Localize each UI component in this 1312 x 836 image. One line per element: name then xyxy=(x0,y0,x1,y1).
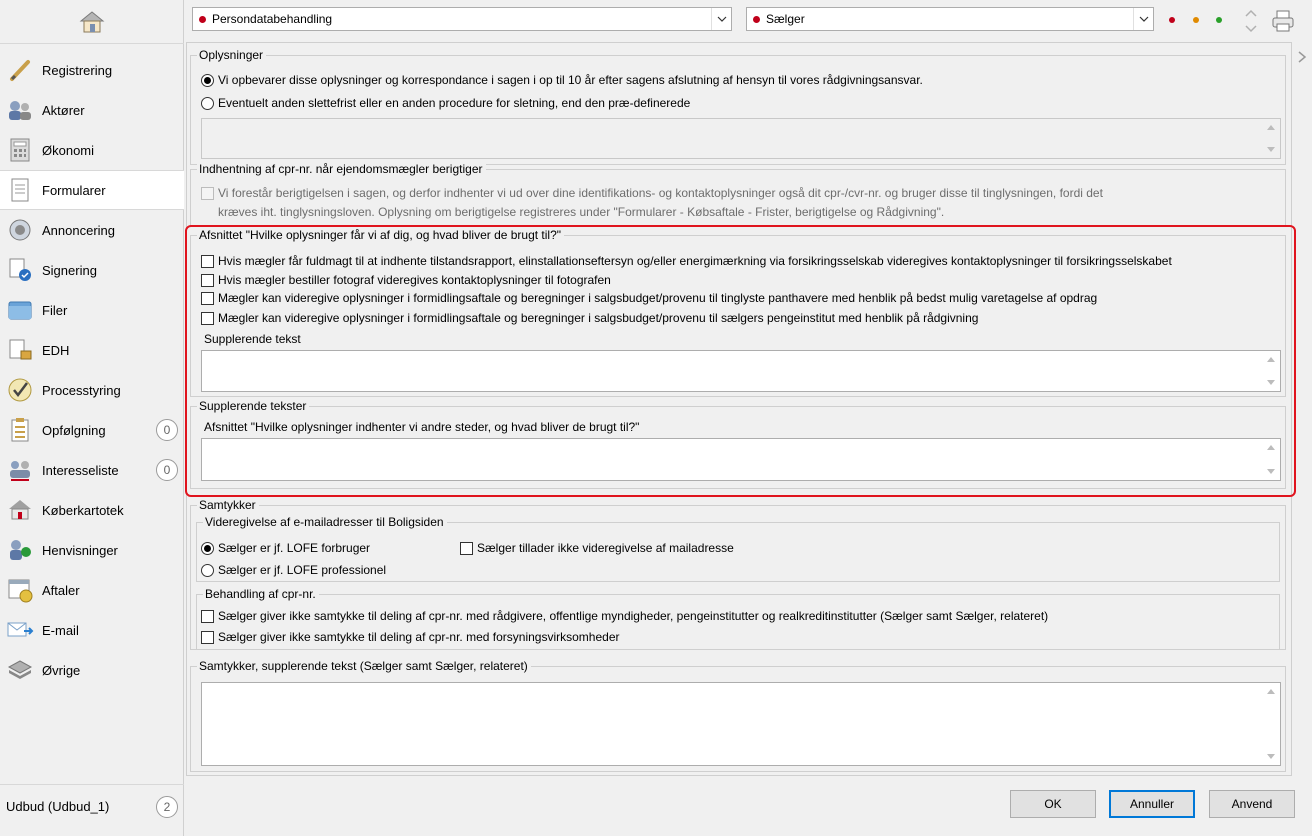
group-title: Indhentning af cpr-nr. når ejendomsmægler berigtiger xyxy=(197,162,486,176)
radio-button[interactable] xyxy=(201,74,214,87)
sidebar-item-label: Henvisninger xyxy=(42,542,118,558)
scrollbar[interactable] xyxy=(1263,439,1280,480)
radio-label: Eventuelt anden slettefrist eller en anden procedure for sletning, end den præ-definerede xyxy=(218,96,691,110)
scrollbar[interactable] xyxy=(1263,119,1280,158)
users-icon xyxy=(6,96,34,124)
panthavere-checkbox-row[interactable] xyxy=(201,291,1097,305)
sidebar-item-label: Registrering xyxy=(42,62,113,78)
forsikring-checkbox-row[interactable] xyxy=(201,254,1172,268)
checkbox[interactable] xyxy=(201,187,214,200)
sidebar-item-label: Processtyring xyxy=(42,382,121,398)
scrollbar[interactable] xyxy=(1263,351,1280,391)
sidebar-item-label: Aftaler xyxy=(42,582,80,598)
sidebar-item-label: Køberkartotek xyxy=(42,502,124,518)
andre-steder-textarea[interactable] xyxy=(201,438,1281,481)
sidebar-item-5[interactable] xyxy=(0,210,184,250)
printer-icon[interactable] xyxy=(1270,8,1296,34)
folder-icon xyxy=(6,296,34,324)
sidebar-item-7[interactable] xyxy=(0,290,184,330)
supplerende-tekst-textarea[interactable] xyxy=(201,350,1281,392)
group-title: Videregivelse af e-mailadresser til Boligsiden xyxy=(203,515,447,529)
checklist-icon xyxy=(6,416,34,444)
andre-steder-label: Afsnittet "Hvilke oplysninger indhenter vi andre steder, og hvad bliver de brugt til?" xyxy=(204,420,640,434)
apply-button[interactable]: Anvend xyxy=(1209,790,1295,818)
checkbox[interactable] xyxy=(460,542,473,555)
checkbox-label: Mægler kan videregive oplysninger i formidlingsaftale og beregninger i salgsbudget/provenu til sælgers pengeinstitut med henblik på rådgivning xyxy=(218,311,979,325)
category-combo[interactable] xyxy=(192,7,732,31)
scrollbar[interactable] xyxy=(1263,683,1280,765)
checkbox-label: Sælger tillader ikke videregivelse af mailadresse xyxy=(477,541,734,555)
retention-custom-textarea[interactable] xyxy=(201,118,1281,159)
sidebar-item-13[interactable] xyxy=(0,530,184,570)
checkmark-icon xyxy=(6,376,34,404)
pencil-icon xyxy=(6,56,34,84)
sidebar-item-label: Formularer xyxy=(42,182,106,198)
sidebar-item-11[interactable] xyxy=(0,450,184,490)
checkbox[interactable] xyxy=(201,255,214,268)
retention-default-radio[interactable] xyxy=(201,73,923,87)
count-badge: 0 xyxy=(156,459,178,481)
status-dot-red xyxy=(1169,17,1175,23)
sidebar-item-9[interactable] xyxy=(0,370,184,410)
referral-icon xyxy=(6,536,34,564)
sidebar-item-label: Opfølgning xyxy=(42,422,106,438)
supplerende-tekst-label: Supplerende tekst xyxy=(204,332,301,346)
lofe-professionel-radio[interactable] xyxy=(201,563,386,577)
lofe-forbruger-radio[interactable] xyxy=(201,541,370,555)
up-down-arrows-icon[interactable] xyxy=(1244,6,1258,36)
group-title: Behandling af cpr-nr. xyxy=(203,587,319,601)
red-status-dot xyxy=(199,16,206,23)
checkbox[interactable] xyxy=(201,292,214,305)
email-icon xyxy=(6,616,34,644)
calculator-icon xyxy=(6,136,34,164)
samtykker-tekst-textarea[interactable] xyxy=(201,682,1281,766)
radio-button[interactable] xyxy=(201,542,214,555)
stamp-icon xyxy=(6,336,34,364)
retention-custom-radio[interactable] xyxy=(201,96,690,110)
group-title: Supplerende tekster xyxy=(197,399,309,413)
sidebar-item-1[interactable] xyxy=(0,50,184,90)
group-title: Samtykker, supplerende tekst (Sælger samt Sælger, relateret) xyxy=(197,659,531,673)
checkbox-label: Vi forestår berigtigelsen i sagen, og derfor indhenter vi ud over dine identifikations- og kontaktoplysninger også dit cpr-/cvr-nr. og bruger disse til tinglysningen, fordi det xyxy=(218,186,1103,200)
sidebar-item-2[interactable] xyxy=(0,90,184,130)
no-mail-sharing-checkbox[interactable] xyxy=(460,541,734,555)
sidebar-item-16[interactable] xyxy=(0,650,184,690)
checkbox-label: Hvis mægler får fuldmagt til at indhente tilstandsrapport, elinstallationseftersyn og/eller energimærkning via forsikringsselskab videregives kontaktoplysninger til forsikringsselskabet xyxy=(218,254,1172,268)
checkbox-label: Sælger giver ikke samtykke til deling af cpr-nr. med rådgivere, offentlige myndigheder, pengeinstitutter og realkreditinstitutter (Sælger samt Sælger, relateret) xyxy=(218,609,1049,623)
group-title: Oplysninger xyxy=(197,48,266,62)
count-badge: 0 xyxy=(156,419,178,441)
checkbox[interactable] xyxy=(201,631,214,644)
sidebar-item-14[interactable] xyxy=(0,570,184,610)
misc-icon xyxy=(6,656,34,684)
sidebar-item-3[interactable] xyxy=(0,130,184,170)
berigtigelse-checkbox[interactable] xyxy=(201,186,1103,200)
sidebar-item-10[interactable] xyxy=(0,410,184,450)
cpr-forsyning-checkbox[interactable] xyxy=(201,630,619,644)
chevron-down-icon[interactable] xyxy=(711,8,731,30)
sidebar-item-label: EDH xyxy=(42,342,70,358)
party-combo[interactable] xyxy=(746,7,1154,31)
sidebar-item-4[interactable] xyxy=(0,170,184,210)
sidebar-item-12[interactable] xyxy=(0,490,184,530)
sidebar-item-label: Aktører xyxy=(42,102,85,118)
status-dot-green xyxy=(1216,17,1222,23)
group-title: Afsnittet "Hvilke oplysninger får vi af dig, og hvad bliver de brugt til?" xyxy=(197,228,564,242)
house-home-icon xyxy=(79,9,105,35)
checkbox-label: Hvis mægler bestiller fotograf videregives kontaktoplysninger til fotografen xyxy=(218,273,611,287)
sidebar-item-label: E-mail xyxy=(42,622,79,638)
sidebar-item-6[interactable] xyxy=(0,250,184,290)
group-title: Samtykker xyxy=(197,498,259,512)
red-status-dot xyxy=(753,16,760,23)
radio-label: Sælger er jf. LOFE professionel xyxy=(218,563,387,577)
cpr-raadgivere-checkbox[interactable] xyxy=(201,609,1048,623)
checkbox[interactable] xyxy=(201,312,214,325)
checkbox[interactable] xyxy=(201,274,214,287)
radio-button[interactable] xyxy=(201,564,214,577)
cancel-button[interactable]: Annuller xyxy=(1109,790,1195,818)
status-dot-orange xyxy=(1193,17,1199,23)
sidebar-item-label: Interesseliste xyxy=(42,462,119,478)
ok-button[interactable]: OK xyxy=(1010,790,1096,818)
pengeinstitut-checkbox-row[interactable] xyxy=(201,311,978,325)
sidebar-item-8[interactable] xyxy=(0,330,184,370)
signature-icon xyxy=(6,256,34,284)
group-icon xyxy=(6,456,34,484)
sidebar-item-label: Øvrige xyxy=(42,662,81,678)
sidebar-item-label: Filer xyxy=(42,302,68,318)
sidebar-item-label: Økonomi xyxy=(42,142,95,158)
sidebar-item-15[interactable] xyxy=(0,610,184,650)
home-button[interactable] xyxy=(0,0,184,44)
sidebar-item-label: Annoncering xyxy=(42,222,115,238)
udbud-count-badge: 2 xyxy=(156,796,178,818)
document-icon xyxy=(6,176,34,204)
berigtigelse-label-line2: kræves iht. tinglysningsloven. Oplysning om berigtigelse registreres under "Formularer - Købsaftale - Frister, berigtigelse og Rådgivning". xyxy=(218,205,945,219)
checkbox-label: Sælger giver ikke samtykke til deling af cpr-nr. med forsyningsvirksomheder xyxy=(218,630,620,644)
checkbox-label: Mægler kan videregive oplysninger i formidlingsaftale og beregninger i salgsbudget/provenu til tinglyste panthavere med henblik på bedst mulig varetagelse af opdrag xyxy=(218,291,1098,305)
globe-icon xyxy=(6,216,34,244)
sidebar-item-label: Signering xyxy=(42,262,97,278)
calendar-icon xyxy=(6,576,34,604)
radio-label: Sælger er jf. LOFE forbruger xyxy=(218,541,371,555)
category-combo-value: Persondatabehandling xyxy=(212,12,333,26)
house-icon xyxy=(6,496,34,524)
party-combo-value: Sælger xyxy=(766,12,805,26)
chevron-right-icon[interactable] xyxy=(1297,50,1309,64)
udbud-selector[interactable] xyxy=(0,784,184,828)
fotograf-checkbox-row[interactable] xyxy=(201,273,611,287)
chevron-down-icon[interactable] xyxy=(1133,8,1153,30)
radio-label: Vi opbevarer disse oplysninger og korrespondance i sagen i op til 10 år efter sagens afslutning af hensyn til vores rådgivningsansvar. xyxy=(218,73,923,87)
checkbox[interactable] xyxy=(201,610,214,623)
udbud-label: Udbud (Udbud_1) xyxy=(6,799,110,814)
radio-button[interactable] xyxy=(201,97,214,110)
